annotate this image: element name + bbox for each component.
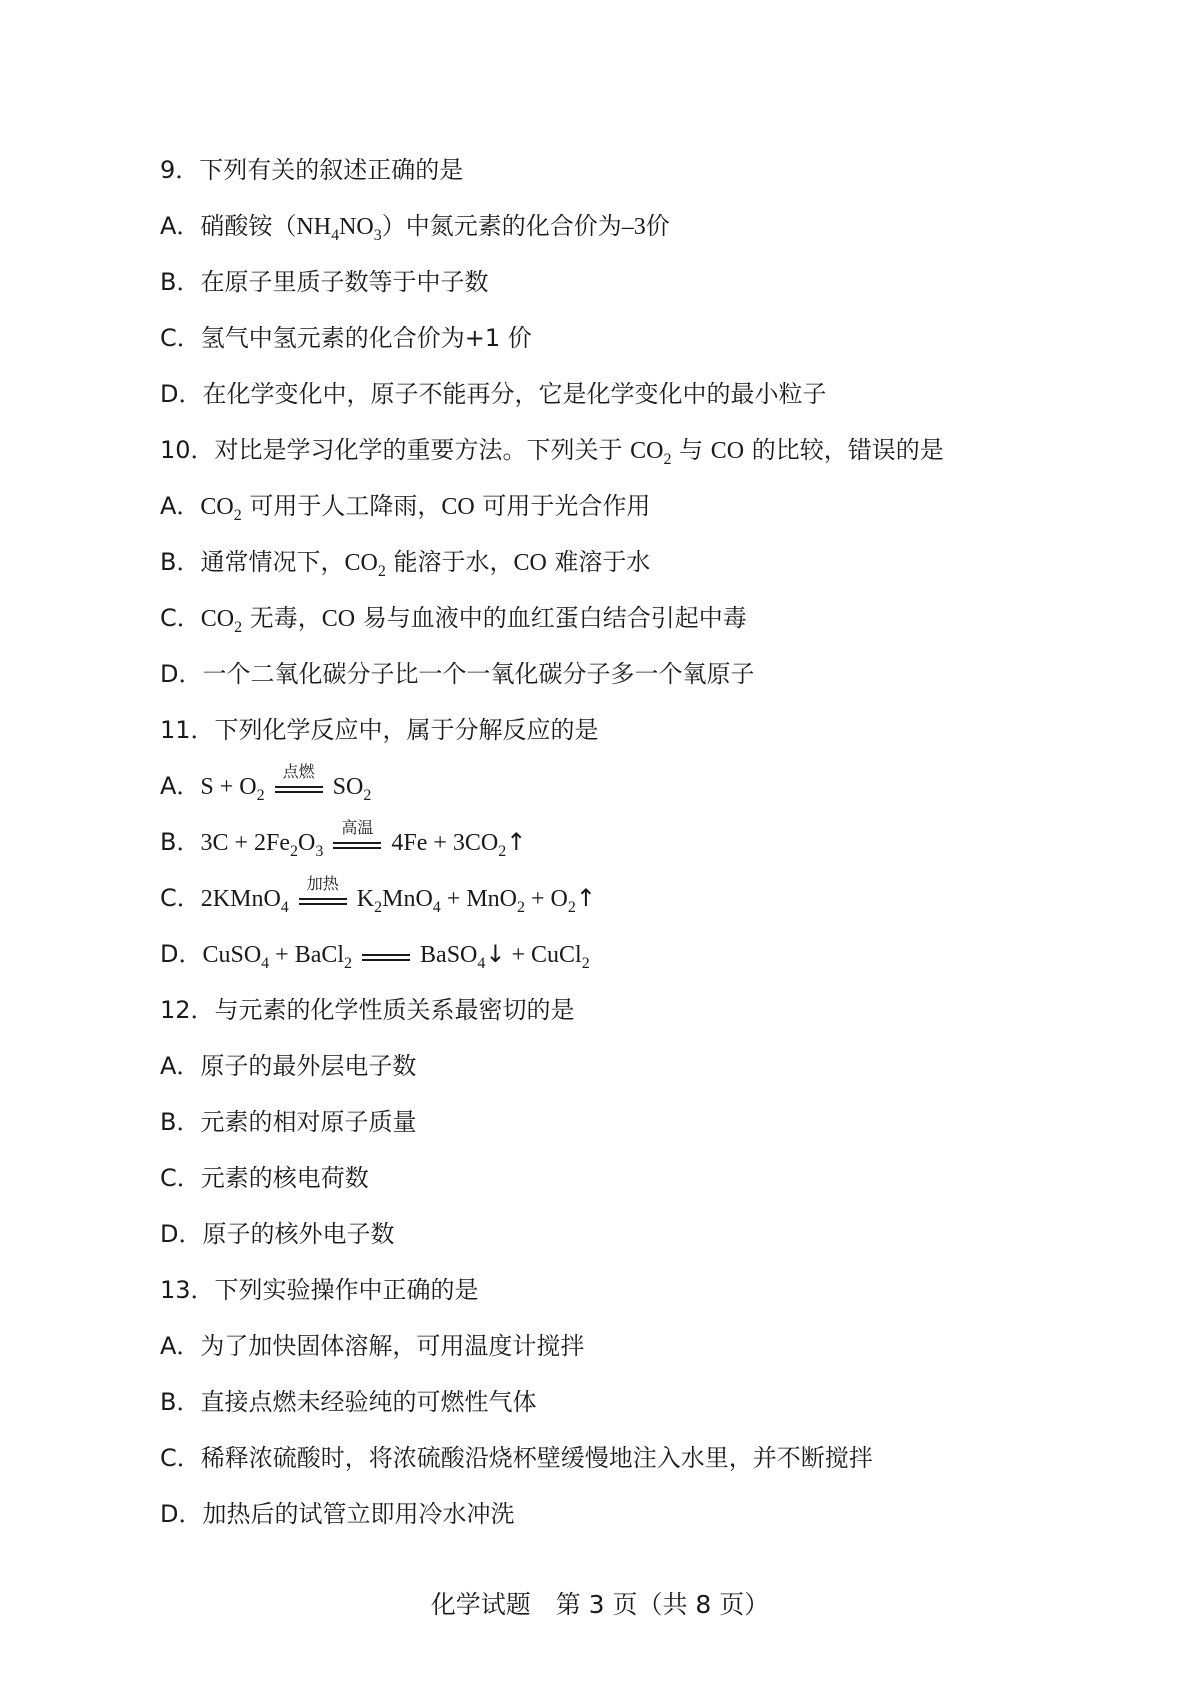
q10-option-a: A．$CO_2$ 可用于人工降雨，CO 可用于光合作用 [160,492,651,524]
q12-option-d: D．原子的核外电子数 [160,1220,395,1248]
q13-option-b: B．直接点燃未经验纯的可燃性气体 [160,1388,537,1416]
q12-option-c: C．元素的核电荷数 [160,1164,369,1192]
q11-option-b: B．$3C + 2Fe_2O_3$ 高温 $4Fe + 3CO_2↑$ [160,818,527,860]
reaction-condition-sign: 点燃 [273,771,325,803]
q10-option-b: B．通常情况下，$CO_2$ 能溶于水，CO 难溶于水 [160,548,651,580]
q13-option-d: D．加热后的试管立即用冷水冲洗 [160,1500,515,1528]
q11-option-c: C．2KMnO$_4$ 加热 $K_2MnO_4 + MnO_2$ + $O_2↑$ [160,874,596,916]
reaction-equals-sign [360,939,412,971]
q12-option-a: A．原子的最外层电子数 [160,1052,417,1080]
q12-stem: 12．与元素的化学性质关系最密切的是 [160,996,575,1024]
q9-option-a: A．硝酸铵$(NH_4NO_3)$中氮元素的化合价为–3价 [160,212,670,244]
q11-option-a: A．$S + O_2$ 点燃 $SO_2$ [160,762,372,804]
q12-option-b: B．元素的相对原子质量 [160,1108,417,1136]
q13-option-c: C．稀释浓硫酸时，将浓硫酸沿烧杯壁缓慢地注入水里，并不断搅拌 [160,1444,873,1472]
gas-arrow-icon: ↑ [506,828,527,856]
q11-option-d: D．CuSO$_4$ + BaCl$_2$ BaSO$_4$↓ + CuCl$_2$ [160,940,590,972]
q11-stem: 11．下列化学反应中，属于分解反应的是 [160,716,599,744]
gas-arrow-icon: ↑ [575,884,596,912]
q13-option-a: A．为了加快固体溶解，可用温度计搅拌 [160,1332,585,1360]
q9-stem: 9．下列有关的叙述正确的是 [160,156,464,184]
q10-option-d: D．一个二氧化碳分子比一个一氧化碳分子多一个氧原子 [160,660,755,688]
q9-option-d: D．在化学变化中，原子不能再分，它是化学变化中的最小粒子 [160,380,827,408]
q10-stem: 10．对比是学习化学的重要方法。下列关于 $CO_2$ 与 CO 的比较，错误的是 [160,436,944,468]
reaction-condition-sign: 加热 [297,883,349,915]
q13-stem: 13．下列实验操作中正确的是 [160,1276,479,1304]
page-footer: 化学试题 第 3 页（共 8 页） [430,1590,770,1619]
q10-option-c: C．$CO_2$ 无毒，CO 易与血液中的血红蛋白结合引起中毒 [160,604,747,636]
precipitate-arrow-icon: ↓ [485,940,506,968]
reaction-condition-sign: 高温 [331,827,383,859]
q9-option-c: C．氢气中氢元素的化合价为+1 价 [160,324,532,352]
q9-option-b: B．在原子里质子数等于中子数 [160,268,489,296]
